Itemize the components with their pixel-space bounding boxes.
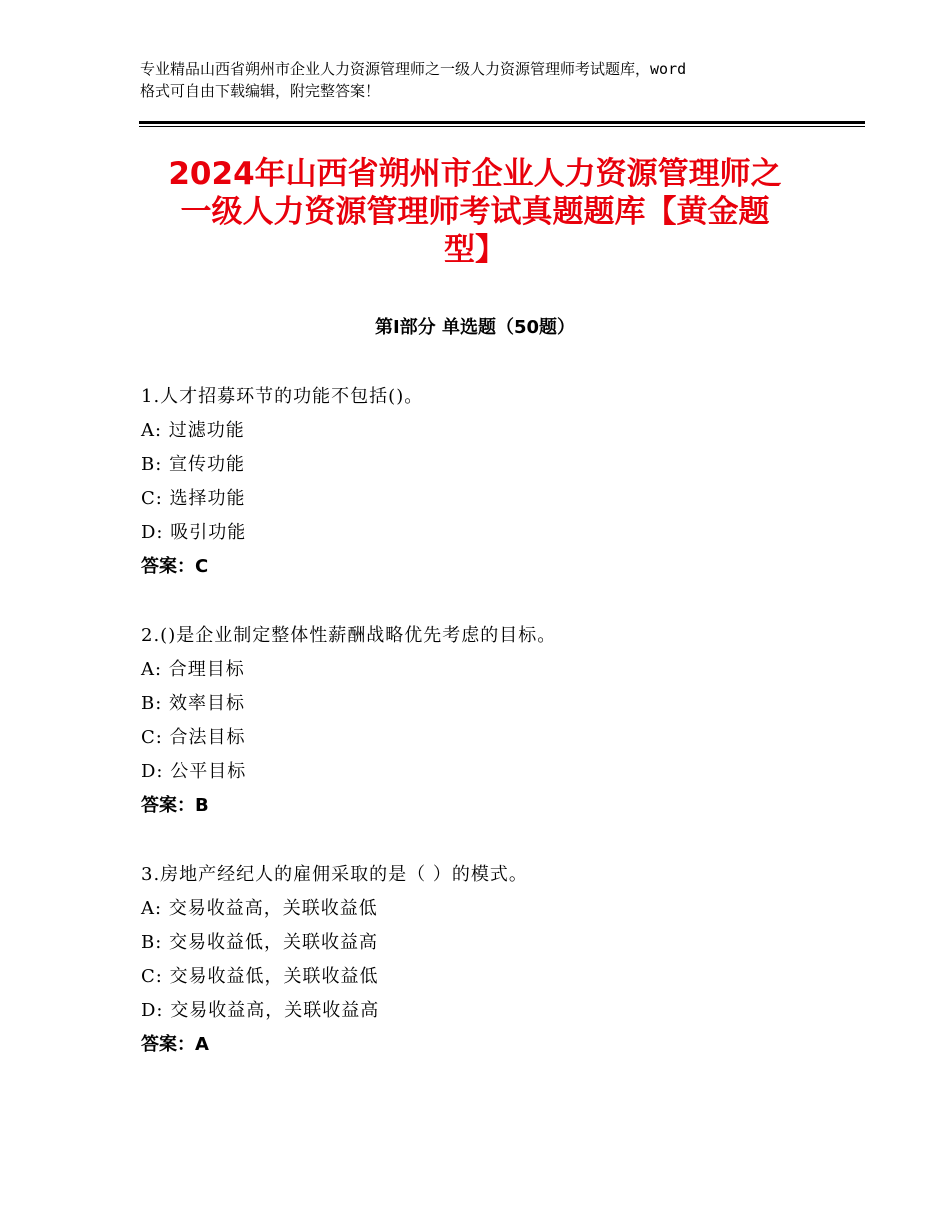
answer: 答案：B [141,795,209,816]
document-title [130,155,820,269]
question-2 [141,619,841,823]
option-c: C: 合法目标 [141,727,246,748]
question-stem: 2.()是企业制定整体性薪酬战略优先考虑的目标。 [141,625,557,646]
question-stem: 1.人才招募环节的功能不包括()。 [141,386,424,407]
document-title-line-3: 型】 [444,232,506,268]
option-c: C: 选择功能 [141,488,246,509]
option-a: A: 合理目标 [141,659,245,680]
option-a: A: 过滤功能 [141,420,245,441]
question-3 [141,858,841,1062]
header-divider-thin [139,126,865,127]
option-b: B: 效率目标 [141,693,246,714]
header-divider-thick [139,121,865,124]
answer: 答案：A [141,1034,209,1055]
option-c: C: 交易收益低，关联收益低 [141,966,379,987]
header-note-line-2: 格式可自由下载编辑，附完整答案！ [140,82,381,100]
option-a: A: 交易收益高，关联收益低 [141,898,378,919]
section-heading: 第Ⅰ部分 单选题（50题） [374,317,575,338]
header-note-line-1: 专业精品山西省朔州市企业人力资源管理师之一级人力资源管理师考试题库，word [140,60,687,78]
document-title-line-1: 2024年山西省朔州市企业人力资源管理师之 [168,156,782,192]
option-d: D: 交易收益高，关联收益高 [141,1000,380,1021]
header-note [140,58,830,102]
option-b: B: 交易收益低，关联收益高 [141,932,379,953]
option-d: D: 吸引功能 [141,522,247,543]
document-title-line-2: 一级人力资源管理师考试真题题库【黄金题 [180,194,770,230]
answer: 答案：C [141,556,209,577]
option-b: B: 宣传功能 [141,454,246,475]
question-stem: 3.房地产经纪人的雇佣采取的是（ ）的模式。 [141,864,528,885]
question-1 [141,380,841,584]
option-d: D: 公平目标 [141,761,247,782]
